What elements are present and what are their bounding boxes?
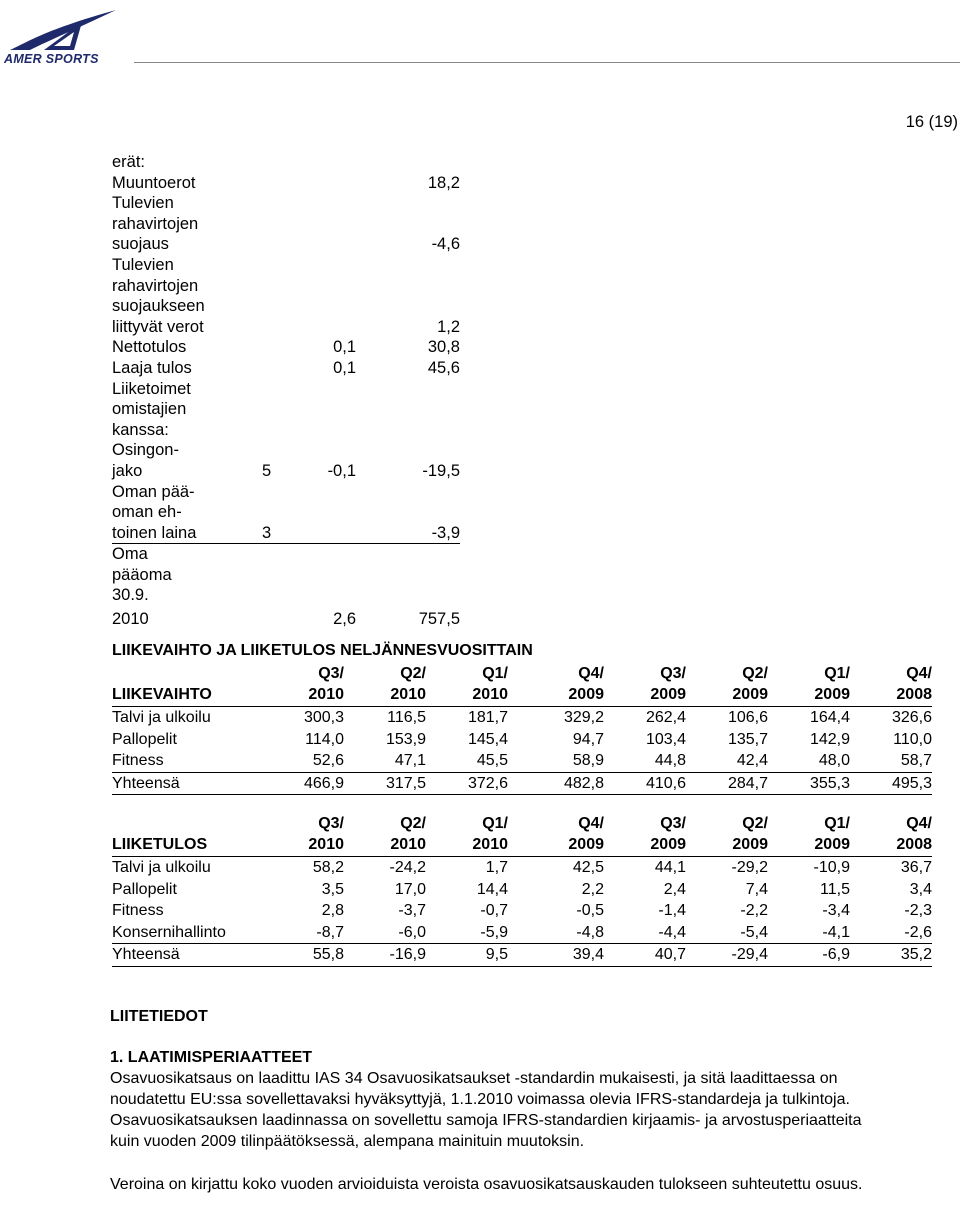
column-header <box>604 664 686 707</box>
column-header <box>604 814 686 857</box>
total-row <box>112 944 932 967</box>
row-value: 36,7 <box>900 859 932 876</box>
row-value: -6,0 <box>398 923 426 941</box>
column-quarter: Q1/ <box>482 665 508 682</box>
column-quarter: Q3/ <box>660 665 686 682</box>
taxes-paragraph: Veroina on kirjattu koko vuoden arvioiduista veroista osavuosikatsauskauden tulokseen suhteutettu osuus. <box>110 1176 863 1193</box>
equity-cell-c0: 2010 <box>112 610 149 629</box>
equity-row <box>112 606 460 630</box>
row-value: 3,5 <box>321 880 344 898</box>
equity-cell-c0: 30.9. <box>112 586 149 605</box>
equity-cell-c1: 5 <box>262 461 272 480</box>
row-value: -29,2 <box>731 859 768 876</box>
notes-section <box>110 1006 870 1195</box>
equity-cell-c2 <box>302 379 356 400</box>
row-value: -4,1 <box>822 923 850 941</box>
equity-cell-c2 <box>302 234 356 255</box>
column-header <box>426 664 508 707</box>
column-header <box>292 664 344 707</box>
column-year: 2009 <box>650 835 686 853</box>
row-value: 164,4 <box>809 709 850 726</box>
equity-cell-c1 <box>262 276 302 297</box>
row-value: -0,5 <box>576 902 604 920</box>
column-quarter: Q4/ <box>578 815 604 832</box>
row-value: 106,6 <box>727 709 768 726</box>
equity-cell-c1 <box>262 193 302 214</box>
row-value: 1,7 <box>485 859 508 876</box>
column-quarter: Q1/ <box>824 815 850 832</box>
accounting-principles-paragraph: Osavuosikatsaus on laadittu IAS 34 Osavuosikatsaukset -standardin mukaisesti, ja sitä laadittaessa on noudatettu EU:ssa sovellettavaksi hyväksyttyjä, 1.1.2010 voimassa olevia IFRS-standardeja ja tulkintoja. Osavuosikatsauksen laadinnassa on sovellettu samoja IFRS-standardien kirjaamis- ja arvostusperiaatteita kuin vuoden 2009 tilinpäätöksessä, alempana mainituin muutoksin. <box>110 1070 862 1150</box>
total-value: 39,4 <box>508 944 604 967</box>
equity-cell-c3 <box>356 502 460 523</box>
equity-cell-c2 <box>302 502 356 523</box>
equity-cell-c0: Nettotulos <box>112 338 187 357</box>
equity-cell-c3 <box>356 440 460 461</box>
equity-cell-c0: liittyvät verot <box>112 317 204 336</box>
row-label: Pallopelit <box>112 730 177 748</box>
total-label: Yhteensä <box>112 772 292 795</box>
column-year: 2010 <box>390 685 426 703</box>
total-value: 410,6 <box>604 772 686 795</box>
column-year: 2010 <box>472 685 508 703</box>
row-value: -10,9 <box>813 859 850 876</box>
column-quarter: Q4/ <box>578 665 604 682</box>
equity-row <box>112 152 460 173</box>
equity-cell-c0: kanssa: <box>112 420 169 439</box>
column-header <box>850 814 932 857</box>
total-value: -6,9 <box>768 944 850 967</box>
total-value: 355,3 <box>768 772 850 795</box>
equity-row <box>112 440 460 461</box>
column-header <box>768 814 850 857</box>
column-header <box>508 664 604 707</box>
row-value: 45,5 <box>476 752 508 770</box>
total-value: 55,8 <box>292 944 344 967</box>
equity-cell-c2 <box>302 565 356 586</box>
column-header <box>768 664 850 707</box>
equity-row <box>112 193 460 214</box>
column-quarter: Q2/ <box>742 815 768 832</box>
equity-cell-c1 <box>262 585 302 606</box>
column-year: 2009 <box>568 835 604 853</box>
row-value: 135,7 <box>727 730 768 748</box>
column-header <box>292 814 344 857</box>
page-number: 16 (19) <box>905 113 958 131</box>
equity-cell-c1 <box>262 214 302 235</box>
equity-cell-c3 <box>356 379 460 400</box>
equity-row <box>112 544 460 565</box>
equity-cell-c2 <box>302 255 356 276</box>
column-header <box>686 664 768 707</box>
equity-row <box>112 337 460 358</box>
column-year: 2010 <box>390 835 426 853</box>
equity-row <box>112 358 460 379</box>
equity-cell-c1 <box>262 317 302 338</box>
equity-cell-c1 <box>262 440 302 461</box>
equity-cell-c0: toinen laina <box>112 523 262 544</box>
equity-cell-c1 <box>262 358 302 379</box>
equity-row <box>112 461 460 482</box>
table-row <box>112 750 932 772</box>
row-value: -4,8 <box>576 923 604 941</box>
equity-cell-c1 <box>262 152 302 173</box>
column-year: 2010 <box>308 835 344 853</box>
column-header <box>344 664 426 707</box>
table-row <box>112 857 932 879</box>
equity-cell-c1 <box>262 502 302 523</box>
equity-row <box>112 585 460 606</box>
row-value: 58,7 <box>900 752 932 770</box>
table-row <box>112 729 932 751</box>
row-label: Konsernihallinto <box>112 923 226 941</box>
row-value: 58,2 <box>312 859 344 876</box>
row-value: 326,6 <box>891 709 932 726</box>
column-year: 2009 <box>732 835 768 853</box>
equity-cell-c2 <box>302 193 356 214</box>
equity-cell-c0: Tulevien <box>112 255 174 274</box>
row-value: 42,5 <box>572 859 604 876</box>
row-value: 14,4 <box>476 880 508 898</box>
quarterly-title: LIIKEVAIHTO JA LIIKETULOS NELJÄNNESVUOSITTAIN <box>112 642 533 659</box>
column-quarter: Q4/ <box>906 665 932 682</box>
row-value: 58,9 <box>572 752 604 770</box>
equity-row <box>112 482 460 503</box>
equity-cell-c0: rahavirtojen <box>112 276 199 295</box>
equity-cell-c2 <box>302 585 356 606</box>
total-row <box>112 772 932 795</box>
equity-cell-c2 <box>302 399 356 420</box>
equity-row <box>112 317 460 338</box>
equity-cell-c0: suojaukseen <box>112 297 205 316</box>
table-heading: LIIKEVAIHTO <box>112 664 292 707</box>
row-label: Talvi ja ulkoilu <box>112 709 211 726</box>
equity-cell-c0: Tulevien <box>112 194 174 213</box>
row-value: 44,1 <box>654 859 686 876</box>
net-sales-table <box>112 664 932 795</box>
equity-cell-c3: 30,8 <box>427 338 460 357</box>
equity-cell-c0: omistajien <box>112 400 187 419</box>
column-year: 2009 <box>568 685 604 703</box>
row-value: 94,7 <box>572 730 604 748</box>
equity-cell-c1 <box>262 420 302 441</box>
equity-row <box>112 173 460 194</box>
column-year: 2009 <box>732 685 768 703</box>
equity-cell-c2 <box>302 214 356 235</box>
equity-row <box>112 296 460 317</box>
equity-cell-c0: Muuntoerot <box>112 173 196 192</box>
equity-cell-c0: Oma <box>112 545 148 564</box>
equity-changes-table <box>112 152 460 630</box>
column-quarter: Q3/ <box>318 815 344 832</box>
equity-cell-c1 <box>262 234 302 255</box>
equity-cell-c3: -19,5 <box>422 461 460 480</box>
equity-cell-c1 <box>262 482 302 503</box>
row-value: 47,1 <box>394 752 426 770</box>
equity-cell-c2: 0,1 <box>333 338 356 357</box>
equity-cell-c3: -3,9 <box>356 523 460 544</box>
equity-cell-c0: suojaus <box>112 235 169 254</box>
row-label: Pallopelit <box>112 880 177 898</box>
total-value: 317,5 <box>344 772 426 795</box>
row-value: 300,3 <box>303 709 344 726</box>
row-value: -8,7 <box>316 923 344 941</box>
equity-cell-c0: Laaja tulos <box>112 358 192 377</box>
equity-cell-c2 <box>302 420 356 441</box>
row-value: 114,0 <box>305 730 344 748</box>
row-value: 262,4 <box>645 709 686 726</box>
equity-cell-c3: 757,5 <box>418 610 460 629</box>
equity-cell-c1 <box>262 296 302 317</box>
row-value: 142,9 <box>809 730 850 748</box>
equity-cell-c2 <box>302 544 356 565</box>
column-year: 2009 <box>814 685 850 703</box>
equity-cell-c1 <box>262 544 302 565</box>
row-value: -5,9 <box>480 923 508 941</box>
equity-cell-c2 <box>302 276 356 297</box>
equity-cell-c1 <box>262 399 302 420</box>
equity-cell-c3 <box>356 585 460 606</box>
column-quarter: Q3/ <box>318 665 344 682</box>
row-value: 44,8 <box>654 752 686 770</box>
column-year: 2010 <box>308 685 344 703</box>
equity-cell-c3 <box>356 399 460 420</box>
equity-cell-c2 <box>302 152 356 173</box>
equity-cell-c1 <box>262 173 302 194</box>
total-value: 372,6 <box>426 772 508 795</box>
row-value: 7,4 <box>745 880 768 898</box>
equity-cell-c3: 18,2 <box>427 173 460 192</box>
column-quarter: Q3/ <box>660 815 686 832</box>
equity-cell-c3 <box>356 276 460 297</box>
column-quarter: Q2/ <box>742 665 768 682</box>
equity-cell-c1 <box>262 255 302 276</box>
equity-row <box>112 234 460 255</box>
equity-row <box>112 420 460 441</box>
row-value: 48,0 <box>818 752 850 770</box>
column-year: 2008 <box>896 685 932 703</box>
equity-row <box>112 565 460 586</box>
equity-row <box>112 255 460 276</box>
equity-cell-c3: 1,2 <box>437 317 460 336</box>
row-value: 116,5 <box>387 709 426 726</box>
table-row <box>112 922 932 944</box>
row-value: 52,6 <box>312 752 344 770</box>
row-value: -1,4 <box>658 902 686 920</box>
table-row <box>112 879 932 901</box>
equity-row <box>112 399 460 420</box>
row-value: 2,4 <box>663 880 686 898</box>
column-header <box>508 814 604 857</box>
row-value: -2,2 <box>740 902 768 920</box>
row-value: 110,0 <box>893 730 932 748</box>
row-value: 11,5 <box>820 880 850 898</box>
column-year: 2010 <box>472 835 508 853</box>
row-value: 145,4 <box>467 730 508 748</box>
equity-cell-c0: pääoma <box>112 565 172 584</box>
notes-heading: LIITETIEDOT <box>110 1008 208 1025</box>
row-value: -2,6 <box>904 923 932 941</box>
equity-cell-c2: 0,1 <box>333 358 356 377</box>
total-value: 35,2 <box>850 944 932 967</box>
equity-cell-c3 <box>356 482 460 503</box>
equity-cell-c3 <box>356 420 460 441</box>
row-label: Fitness <box>112 902 164 920</box>
row-value: -4,4 <box>658 923 686 941</box>
total-value: 40,7 <box>604 944 686 967</box>
equity-cell-c3 <box>356 255 460 276</box>
equity-cell-c3 <box>356 214 460 235</box>
equity-cell-c0: Liiketoimet <box>112 379 191 398</box>
accounting-principles-title: 1. LAATIMISPERIAATTEET <box>110 1049 313 1066</box>
equity-cell-c2 <box>302 317 356 338</box>
row-value: 329,2 <box>563 709 604 726</box>
equity-cell-c2 <box>302 296 356 317</box>
equity-cell-c2 <box>302 523 356 544</box>
equity-cell-c1 <box>262 565 302 586</box>
column-header <box>344 814 426 857</box>
equity-cell-c0: jako <box>112 461 143 480</box>
equity-cell-c1 <box>262 606 302 630</box>
row-value: -2,3 <box>904 902 932 920</box>
equity-cell-c0: erät: <box>112 153 146 171</box>
row-value: -0,7 <box>480 902 508 920</box>
column-quarter: Q2/ <box>400 815 426 832</box>
row-value: 2,2 <box>581 880 604 898</box>
equity-cell-c3: 45,6 <box>427 358 460 377</box>
total-value: 284,7 <box>686 772 768 795</box>
total-label: Yhteensä <box>112 944 292 967</box>
equity-cell-c2 <box>302 440 356 461</box>
equity-cell-c0: Osingon- <box>112 441 179 460</box>
table-row <box>112 707 932 729</box>
row-value: 153,9 <box>385 730 426 748</box>
equity-cell-c2 <box>302 482 356 503</box>
column-quarter: Q1/ <box>482 815 508 832</box>
equity-cell-c1 <box>262 379 302 400</box>
column-quarter: Q4/ <box>906 815 932 832</box>
equity-cell-c3 <box>356 565 460 586</box>
equity-cell-c2 <box>302 173 356 194</box>
equity-cell-c1: 3 <box>262 523 302 544</box>
equity-cell-c3 <box>356 152 460 173</box>
logo-wordmark: AMER SPORTS <box>4 52 99 66</box>
total-value: 466,9 <box>292 772 344 795</box>
column-header <box>850 664 932 707</box>
equity-cell-c2: -0,1 <box>327 461 356 480</box>
total-value: 495,3 <box>850 772 932 795</box>
total-value: 482,8 <box>508 772 604 795</box>
equity-row <box>112 276 460 297</box>
equity-cell-c0: Oman pää- <box>112 482 195 501</box>
table-row <box>112 900 932 922</box>
row-value: -5,4 <box>740 923 768 941</box>
row-value: -3,4 <box>822 902 850 920</box>
equity-cell-c0: rahavirtojen <box>112 214 199 233</box>
equity-cell-c1 <box>262 337 302 358</box>
row-value: -24,2 <box>389 859 426 876</box>
row-value: -3,7 <box>398 902 426 920</box>
row-value: 103,4 <box>645 730 686 748</box>
column-year: 2009 <box>650 685 686 703</box>
row-value: 3,4 <box>909 880 932 898</box>
column-year: 2008 <box>896 835 932 853</box>
equity-row <box>112 502 460 523</box>
row-value: 17,0 <box>394 880 426 898</box>
equity-cell-c0: oman eh- <box>112 503 182 522</box>
column-header <box>426 814 508 857</box>
equity-cell-c3 <box>356 193 460 214</box>
column-quarter: Q2/ <box>400 665 426 682</box>
total-value: 9,5 <box>426 944 508 967</box>
row-value: 42,4 <box>736 752 768 770</box>
column-header <box>686 814 768 857</box>
total-value: -16,9 <box>344 944 426 967</box>
equity-row <box>112 379 460 400</box>
total-value: -29,4 <box>686 944 768 967</box>
column-quarter: Q1/ <box>824 665 850 682</box>
equity-cell-c2: 2,6 <box>333 610 356 629</box>
equity-row <box>112 523 460 544</box>
equity-cell-c3 <box>356 544 460 565</box>
row-label: Talvi ja ulkoilu <box>112 859 211 876</box>
ebit-table <box>112 814 932 967</box>
column-year: 2009 <box>814 835 850 853</box>
equity-row <box>112 214 460 235</box>
table-heading: LIIKETULOS <box>112 814 292 857</box>
equity-cell-c3 <box>356 296 460 317</box>
row-label: Fitness <box>112 752 164 770</box>
row-value: 181,7 <box>467 709 508 726</box>
header-divider <box>134 62 960 63</box>
row-value: 2,8 <box>321 902 344 920</box>
equity-cell-c3: -4,6 <box>431 235 460 254</box>
